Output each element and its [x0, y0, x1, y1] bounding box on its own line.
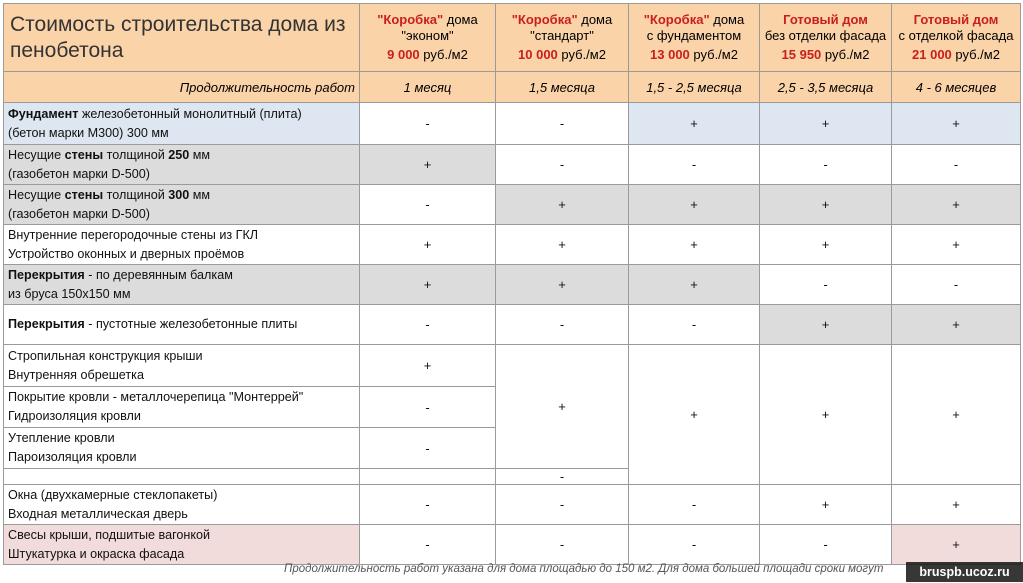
table-row [4, 145, 1021, 185]
feature-line-2: Входная металлическая дверь [8, 506, 188, 521]
col-suffix: дома [577, 12, 613, 27]
mark-cell: - [629, 305, 760, 345]
feature-text: толщиной [103, 187, 169, 202]
spacer-cell [4, 469, 360, 485]
mark-cell: - [760, 525, 892, 565]
col-name: "Коробка" [377, 12, 444, 27]
table-row [4, 525, 1021, 565]
feature-text: Несущие [8, 187, 65, 202]
col-unit: руб./м2 [951, 47, 1000, 62]
col-header-standard [496, 4, 629, 72]
mark-cell: + [760, 305, 892, 345]
feature-line-2: Внутренняя обрешетка [8, 367, 144, 382]
feature-cell [4, 225, 360, 265]
mark-cell: + [760, 185, 892, 225]
mark-cell: - [360, 387, 496, 428]
col-header-ready-facade [892, 4, 1021, 72]
mark-cell: + [496, 185, 629, 225]
mark-cell: - [496, 305, 629, 345]
mark-cell: - [496, 485, 629, 525]
mark-cell: - [360, 185, 496, 225]
mark-cell: + [760, 225, 892, 265]
feature-cell [4, 265, 360, 305]
feature-text: толщиной [103, 147, 169, 162]
mark-cell: + [629, 265, 760, 305]
col-price: 15 950 [781, 47, 822, 62]
mark-cell-merged: + [760, 345, 892, 485]
mark-cell: + [892, 185, 1021, 225]
feature-bold: стены [64, 147, 104, 162]
col-name: Готовый дом [783, 12, 868, 27]
title-line-1: Стоимость строительства дома из [10, 12, 346, 36]
mark-cell: - [360, 428, 496, 469]
duration-value: 1 месяц [360, 72, 496, 103]
col-header-ready [760, 4, 892, 72]
duration-row [4, 72, 1021, 103]
col-subtitle: с отделкой фасада [898, 28, 1014, 43]
mark-cell: + [892, 525, 1021, 565]
feature-bold: Фундамент [8, 106, 79, 121]
mark-cell: - [760, 145, 892, 185]
duration-value: 2,5 - 3,5 месяца [760, 72, 892, 103]
table-row [4, 103, 1021, 145]
mark-cell: - [629, 145, 760, 185]
feature-cell [4, 145, 360, 185]
feature-text: Несущие [8, 147, 65, 162]
col-suffix: дома [709, 12, 745, 27]
feature-bold: 250 [168, 147, 190, 162]
header-row [4, 4, 1021, 72]
col-price: 21 000 [912, 47, 952, 62]
price-table [3, 3, 1021, 565]
feature-cell [4, 387, 360, 428]
mark-cell-merged: + [892, 345, 1021, 485]
col-header-foundation [629, 4, 760, 72]
feature-text: мм [189, 147, 211, 162]
col-suffix: дома [443, 12, 478, 27]
col-subtitle: с фундаментом [646, 28, 742, 43]
mark-cell-merged: + [629, 345, 760, 485]
mark-cell: + [892, 305, 1021, 345]
feature-cell [4, 525, 360, 565]
duration-value: 1,5 - 2,5 месяца [629, 72, 760, 103]
feature-line-2: Гидроизоляция кровли [8, 409, 141, 423]
feature-line-2: Устройство оконных и дверных проёмов [8, 246, 245, 261]
col-unit: руб./м2 [689, 47, 738, 62]
feature-line-1: Свесы крыши, подшитые вагонкой [8, 527, 211, 542]
watermark: bruspb.ucoz.ru [906, 562, 1023, 582]
col-price: 10 000 [518, 47, 558, 62]
feature-text: железобетонный монолитный (плита) [78, 106, 302, 121]
col-subtitle: "стандарт" [530, 28, 594, 43]
mark-cell: - [892, 145, 1021, 185]
mark-cell: - [892, 265, 1021, 305]
col-name: Готовый дом [913, 12, 999, 27]
duration-value: 1,5 месяца [496, 72, 629, 103]
feature-line-2: Пароизоляция кровли [8, 450, 137, 464]
mark-cell: - [496, 525, 629, 565]
feature-bold: Перекрытия [8, 267, 85, 282]
col-price: 9 000 [387, 47, 420, 62]
feature-line-1: Стропильная конструкция крыши [8, 348, 203, 363]
mark-cell: + [360, 145, 496, 185]
col-subtitle: "эконом" [401, 28, 454, 43]
mark-cell: - [496, 145, 629, 185]
feature-cell [4, 428, 360, 469]
mark-cell: - [360, 305, 496, 345]
col-price: 13 000 [650, 47, 690, 62]
mark-cell: + [360, 265, 496, 305]
mark-cell: - [496, 469, 629, 485]
mark-cell: + [760, 103, 892, 145]
feature-line-1: Утепление кровли [8, 431, 115, 445]
feature-bold: стены [64, 187, 104, 202]
col-unit: руб./м2 [419, 47, 468, 62]
feature-cell [4, 185, 360, 225]
feature-bold: Перекрытия [8, 317, 85, 331]
mark-cell: + [760, 485, 892, 525]
feature-line-2: из бруса 150х150 мм [8, 286, 131, 301]
feature-cell [4, 305, 360, 345]
mark-cell: + [496, 225, 629, 265]
col-unit: руб./м2 [557, 47, 606, 62]
mark-cell: - [360, 485, 496, 525]
mark-cell: + [892, 225, 1021, 265]
mark-cell: - [360, 103, 496, 145]
table-row [4, 265, 1021, 305]
feature-text: - пустотные железобетонные плиты [84, 317, 298, 331]
mark-cell-merged: + [496, 345, 629, 469]
feature-line-2: (бетон марки М300) 300 мм [8, 125, 169, 140]
feature-line-2: (газобетон марки D-500) [8, 206, 150, 221]
col-header-economy [360, 4, 496, 72]
feature-line-1: Внутренние перегородочные стены из ГКЛ [8, 227, 259, 242]
table-row [4, 305, 1021, 345]
feature-cell [4, 485, 360, 525]
footnote: Продолжительность работ указана для дома площадью до 150 м2. Для дома большей площади сроки могут [284, 563, 884, 575]
feature-line-1: Покрытие кровли - металлочерепица "Монтеррей" [8, 390, 304, 404]
feature-line-2: (газобетон марки D-500) [8, 166, 150, 181]
mark-cell: + [360, 225, 496, 265]
duration-value: 4 - 6 месяцев [892, 72, 1021, 103]
col-name: "Коробка" [511, 12, 578, 27]
table-row [4, 225, 1021, 265]
mark-cell: - [629, 525, 760, 565]
mark-cell: - [496, 103, 629, 145]
duration-label: Продолжительность работ [4, 72, 360, 103]
mark-cell: + [629, 225, 760, 265]
feature-text: мм [189, 187, 211, 202]
col-unit: руб./м2 [821, 47, 870, 62]
feature-line-2: Штукатурка и окраска фасада [8, 546, 185, 561]
table-row [4, 185, 1021, 225]
mark-cell: + [892, 103, 1021, 145]
mark-cell: + [892, 485, 1021, 525]
mark-cell: + [629, 103, 760, 145]
feature-line-1: Окна (двухкамерные стеклопакеты) [8, 487, 218, 502]
mark-cell: + [360, 345, 496, 387]
mark-cell: - [360, 525, 496, 565]
feature-text: - по деревянным балкам [84, 267, 233, 282]
col-name: "Коробка" [643, 12, 710, 27]
title-line-2: пенобетона [10, 38, 124, 62]
table-row [4, 485, 1021, 525]
mark-cell: + [629, 185, 760, 225]
feature-cell [4, 345, 360, 387]
feature-bold: 300 [168, 187, 190, 202]
mark-cell: - [629, 485, 760, 525]
mark-cell: - [760, 265, 892, 305]
feature-cell [4, 103, 360, 145]
table-row [4, 345, 1021, 387]
col-subtitle: без отделки фасада [764, 28, 887, 43]
mark-cell: + [496, 265, 629, 305]
spacer-cell [360, 469, 496, 485]
page-title [4, 4, 360, 72]
